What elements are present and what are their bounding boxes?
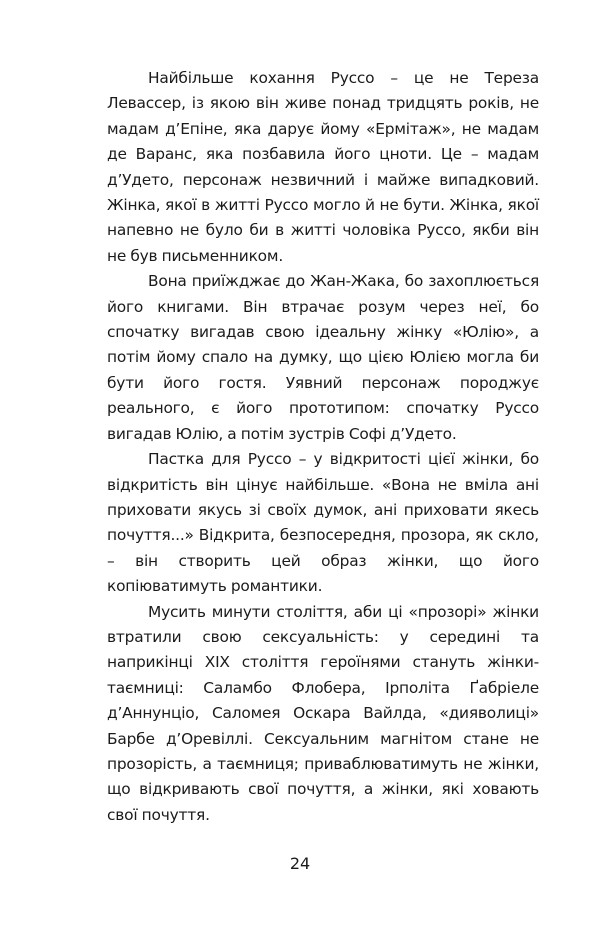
paragraph-4: Мусить минути століття, аби ці «прозорі» жінки втратили свою сексуальність: у середині та наприкінці XIX століття героїнями стануть жінки-таємниці: Саламбо Флобера, Ірполіта Ґабріеле д’Аннунціо, Саломея Оскара Вайлда, «дияволиці» Барбе д’Оревіллі. Сексуальним магнітом стане не прозорість, а таємниця; приваблюватимуть не жінки, що відкривають свої почуття, а жінки, які ховають свої почуття. (107, 602, 539, 824)
page-number: 24 (289, 854, 311, 873)
page-body (107, 66, 539, 828)
paragraph-1: Найбільше кохання Руссо – це не Тереза Левассер, із якою він живе понад тридцять років, не мадам д’Епіне, яка дарує йому «Ермітаж», не мадам де Варанс, яка позбавила його цноти. Це – мадам д’Удето, персонаж незвичний і майже випадковий. Жінка, якої в житті Руссо могло й не бути. Жінка, якої напевно не було би в житті чоловіка Руссо, якби він не був письменником. (107, 69, 539, 265)
paragraph-2: Вона приїжджає до Жан-Жака, бо захоплюється його книгами. Він втрачає розум через неї, бо спочатку вигадав свою ідеальну жінку «Юлію», а потім йому спало на думку, що цією Юлією могла би бути його гостя. Уявний персонаж породжує реального, є його прототипом: спочатку Руссо вигадав Юлію, а потім зустрів Софі д’Удето. (107, 272, 539, 443)
paragraph-3: Пастка для Руссо – у відкритості цієї жінки, бо відкритість він цінує найбільше. «Вона не вміла ані приховати якусь зі своїх думок, ані приховати якесь почуття...» Відкрита, безпосередня, прозора, як скло, – він створить цей образ жінки, що його копіюватимуть романтики. (107, 450, 539, 596)
